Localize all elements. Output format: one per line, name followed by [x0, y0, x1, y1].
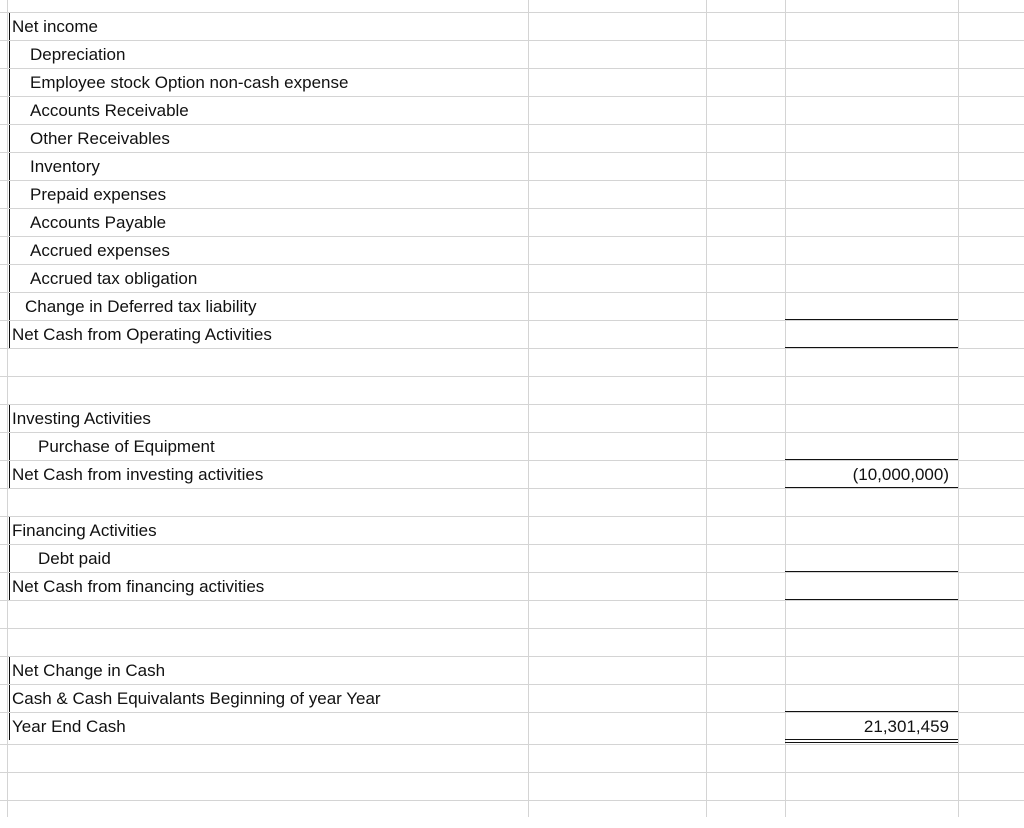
- table-row-empty[interactable]: [0, 600, 1024, 628]
- table-row[interactable]: [0, 684, 1024, 712]
- row-label: Accrued expenses: [30, 241, 170, 260]
- row-label: Employee stock Option non-cash expense: [30, 73, 349, 92]
- table-row-empty[interactable]: [0, 772, 1024, 800]
- row-label: Debt paid: [38, 549, 111, 568]
- row-label: Purchase of Equipment: [38, 437, 215, 456]
- table-row-empty[interactable]: [0, 628, 1024, 656]
- double-underline-bottom: [785, 742, 958, 743]
- financing-total-value[interactable]: [786, 573, 949, 600]
- table-row[interactable]: [0, 264, 1024, 292]
- table-row[interactable]: [0, 404, 1024, 432]
- row-label: Depreciation: [30, 45, 126, 64]
- total-top-border: [785, 319, 958, 320]
- table-row-financing-total[interactable]: [0, 572, 1024, 600]
- table-row[interactable]: [0, 180, 1024, 208]
- row-label: Accrued tax obligation: [30, 269, 198, 288]
- double-underline-top: [785, 739, 958, 740]
- year-end-label: Year End Cash: [12, 717, 126, 736]
- row-label: Accounts Payable: [30, 213, 167, 232]
- table-row[interactable]: [0, 68, 1024, 96]
- row-label: Inventory: [30, 157, 100, 176]
- table-row[interactable]: [0, 208, 1024, 236]
- table-row-year-end[interactable]: [0, 712, 1024, 740]
- table-row[interactable]: [0, 292, 1024, 320]
- year-end-value[interactable]: 21,301,459: [863, 717, 949, 736]
- row-label: Other Receivables: [30, 129, 170, 148]
- table-row-empty[interactable]: [0, 800, 1024, 828]
- financing-total-label: Net Cash from financing activities: [12, 577, 265, 596]
- row-label-net-income: Net income: [12, 17, 98, 36]
- table-row-empty[interactable]: [0, 348, 1024, 376]
- net-change-label: Net Change in Cash: [12, 661, 166, 680]
- operating-total-label: Net Cash from Operating Activities: [12, 325, 272, 344]
- section-header-investing: Investing Activities: [12, 409, 151, 428]
- table-row[interactable]: [0, 40, 1024, 68]
- investing-total-value[interactable]: (10,000,000): [852, 465, 949, 484]
- table-row-investing-total[interactable]: [0, 460, 1024, 488]
- table-row[interactable]: [0, 236, 1024, 264]
- section-header-financing: Financing Activities: [12, 521, 157, 540]
- table-row[interactable]: [0, 12, 1024, 40]
- table-row-empty[interactable]: [0, 744, 1024, 772]
- table-row[interactable]: [0, 432, 1024, 460]
- table-row-empty[interactable]: [0, 488, 1024, 516]
- investing-total-label: Net Cash from investing activities: [12, 465, 264, 484]
- table-row[interactable]: [0, 152, 1024, 180]
- table-row-empty[interactable]: [0, 376, 1024, 404]
- total-top-border: [785, 711, 958, 712]
- row-label-deferred-tax: Change in Deferred tax liability: [25, 297, 257, 316]
- table-row[interactable]: [0, 656, 1024, 684]
- total-top-border: [785, 459, 958, 460]
- table-row[interactable]: [0, 516, 1024, 544]
- row-label: Prepaid expenses: [30, 185, 167, 204]
- table-row[interactable]: [0, 124, 1024, 152]
- beginning-cash-label: Cash & Cash Equivalants Beginning of year Year: [12, 689, 381, 708]
- row-label: Accounts Receivable: [30, 101, 189, 120]
- operating-total-value[interactable]: [786, 321, 949, 348]
- total-top-border: [785, 571, 958, 572]
- table-row-operating-total[interactable]: [0, 320, 1024, 348]
- table-row[interactable]: [0, 96, 1024, 124]
- table-row[interactable]: [0, 544, 1024, 572]
